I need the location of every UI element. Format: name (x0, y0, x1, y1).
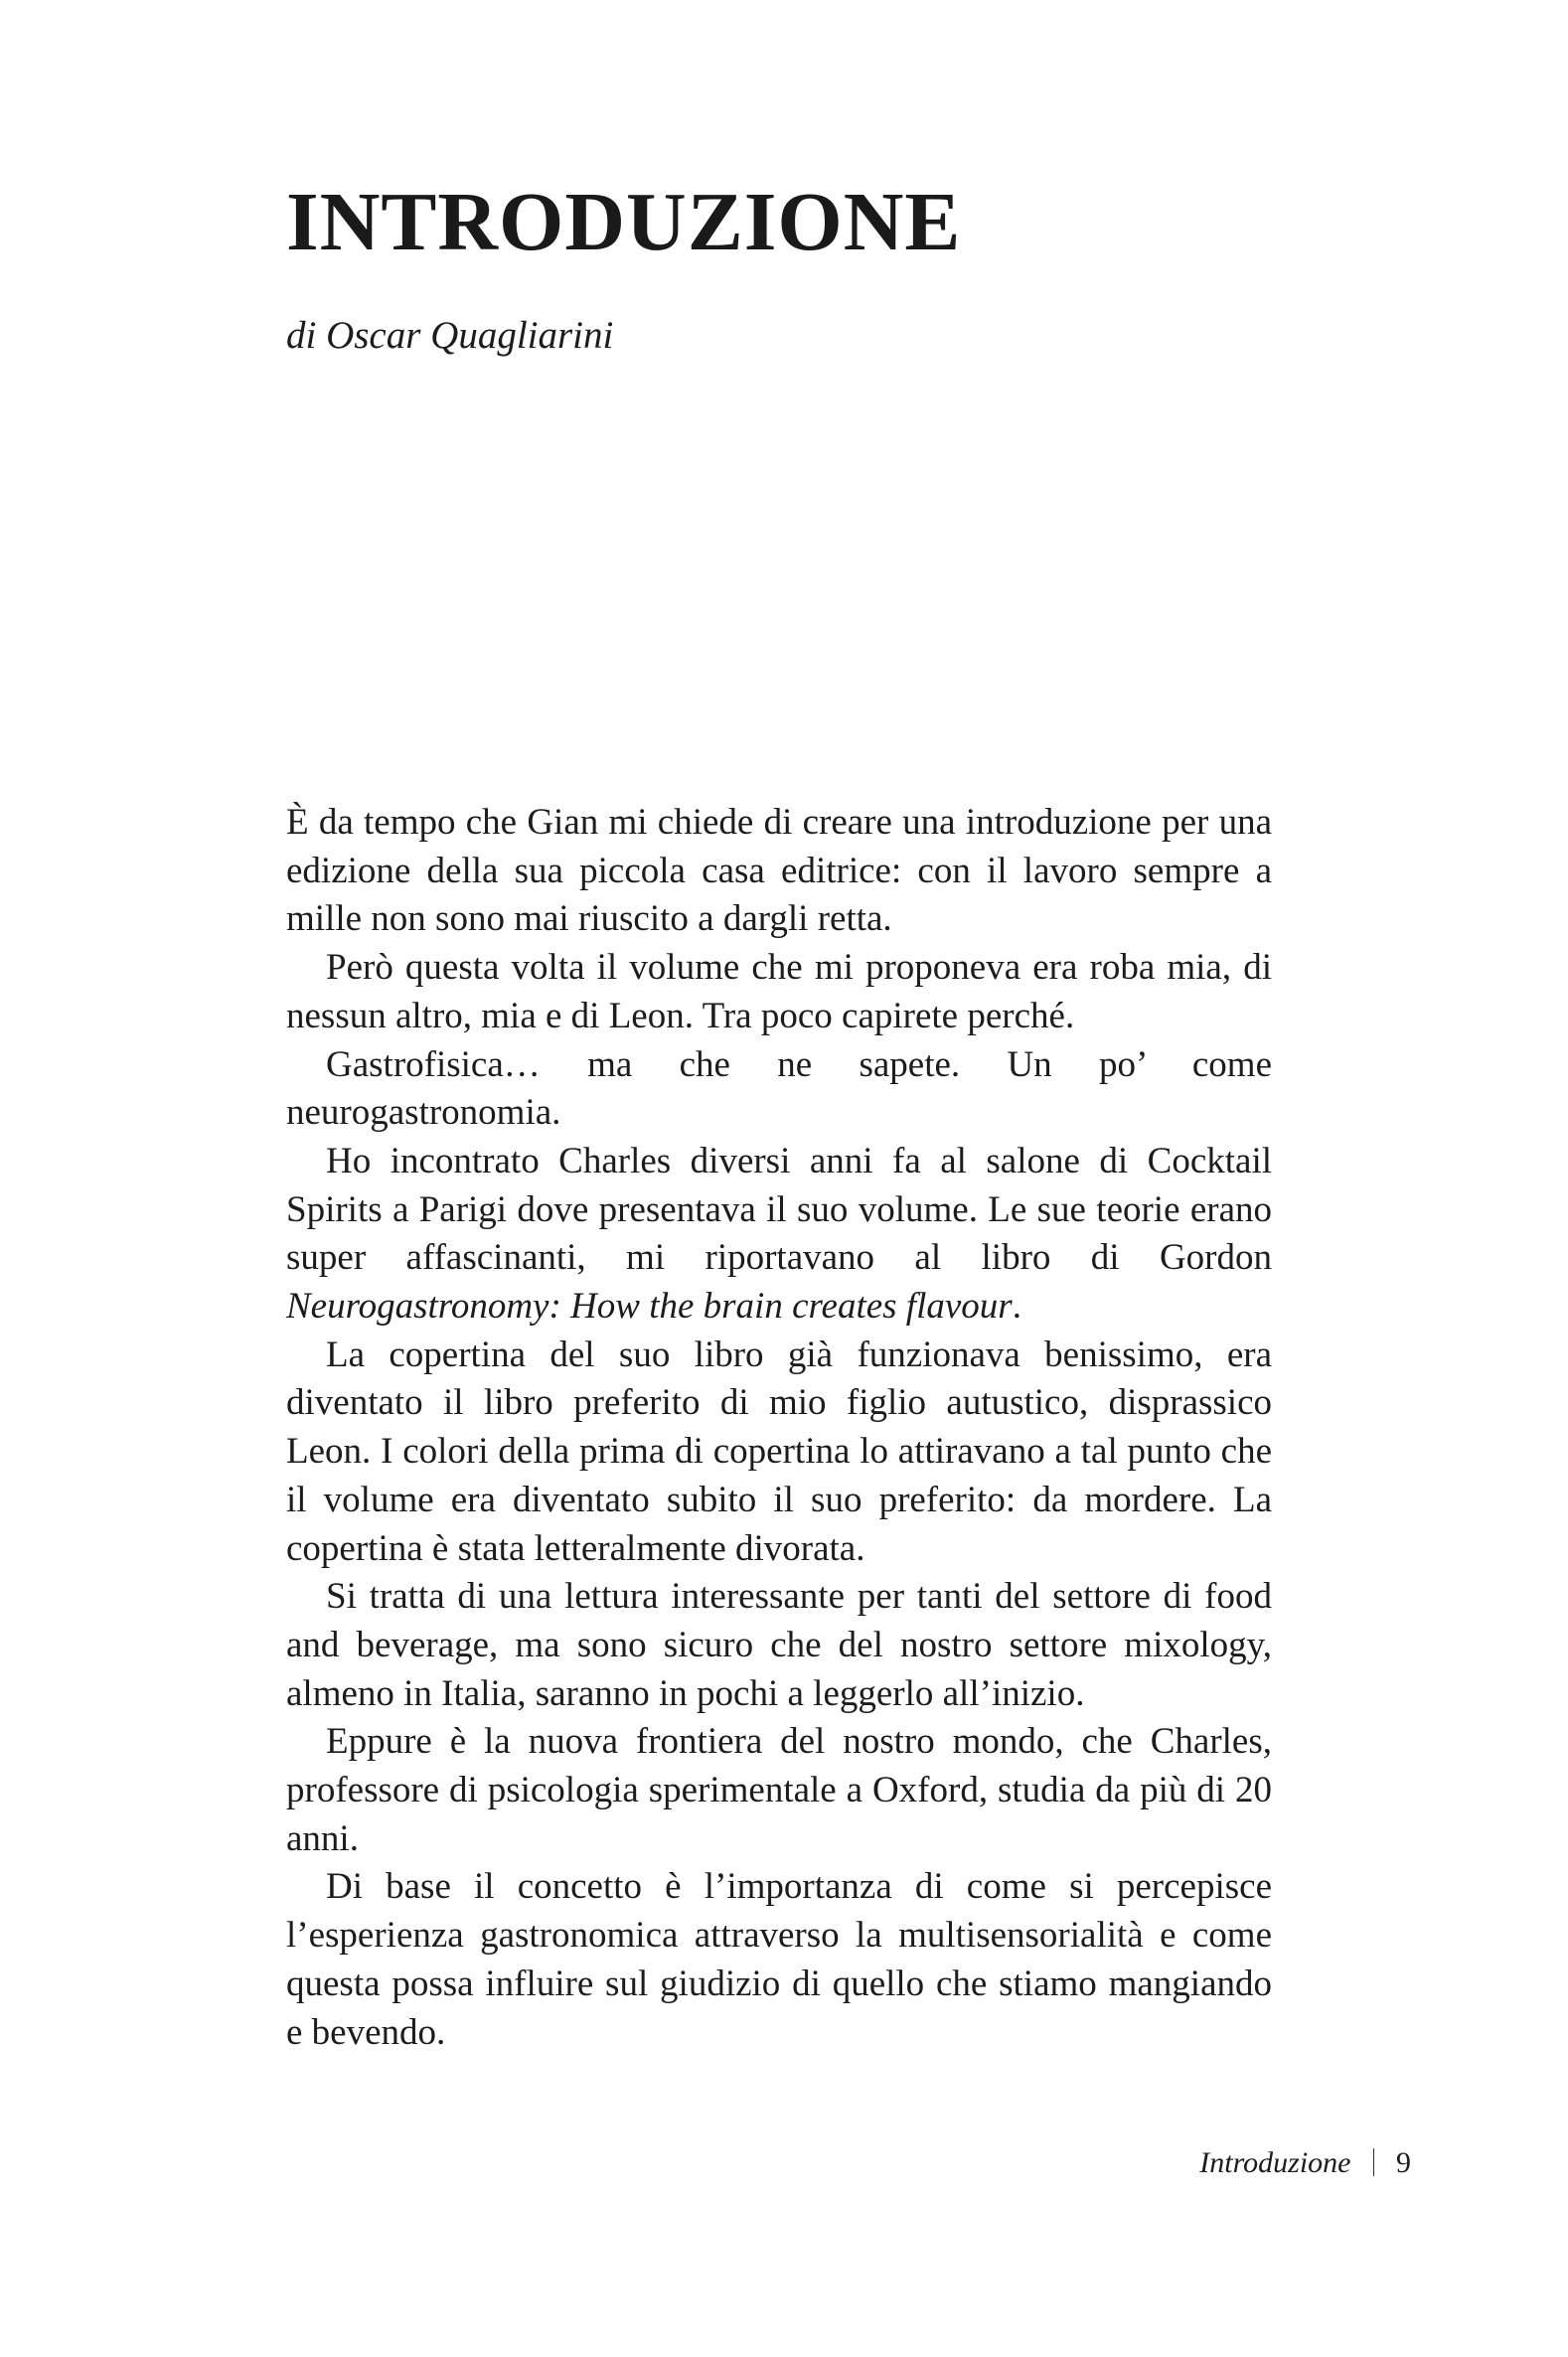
book-title: Neurogastronomy: How the brain creates flavour (286, 1286, 1013, 1328)
footer-divider (1373, 2148, 1375, 2176)
chapter-title: INTRODUZIONE (286, 176, 962, 268)
page-number: 9 (1396, 2146, 1411, 2179)
paragraph (286, 1138, 1272, 1332)
paragraph: Però questa volta il volume che mi proponeva era roba mia, di nessun altro, mia e di Leon. Tra poco capirete perché. (286, 947, 1272, 1036)
paragraph: Gastrofisica… ma che ne sapete. Un po’ come neurogastronomia. (286, 1043, 1272, 1134)
page-footer (1199, 2148, 1411, 2178)
running-head: Introduzione (1199, 2146, 1351, 2179)
paragraph-text: Ho incontrato Charles diversi anni fa al salone di Cocktail Spirits a Parigi dove presentava il suo volume. Le sue teorie erano super affascinanti, mi riportavano al libro di Gordon (286, 1140, 1272, 1279)
paragraph: Di base il concetto è l’importanza di come si percepisce l’esperienza gastronomica attraverso la multisensorialità e come questa possa influire sul giudizio di quello che stiamo mangiando e bevendo. (286, 1866, 1272, 2053)
paragraph: È da tempo che Gian mi chiede di creare una introduzione per una edizione della sua piccola casa editrice: con il lavoro sempre a mille non sono mai riuscito a dargli retta. (286, 802, 1272, 940)
body-text (286, 799, 1272, 2057)
paragraph: Si tratta di una lettura interessante per tanti del settore di food and beverage, ma sono sicuro che del nostro settore mixology, almeno in Italia, saranno in pochi a leggerlo all’inizio. (286, 1576, 1272, 1714)
author-byline: di Oscar Quagliarini (286, 314, 614, 357)
paragraph: La copertina del suo libro già funzionava benissimo, era diventato il libro preferito di mio figlio autustico, disprassico Leon. I colori della prima di copertina lo attiravano a tal punto che il volume era diventato subito il suo preferito: da mordere. La copertina è stata letteralmente divorata. (286, 1334, 1272, 1569)
paragraph: Eppure è la nuova frontiera del nostro mondo, che Charles, professore di psicologia sperimentale a Oxford, studia da più di 20 anni. (286, 1721, 1272, 1859)
paragraph-text: . (1012, 1286, 1021, 1328)
